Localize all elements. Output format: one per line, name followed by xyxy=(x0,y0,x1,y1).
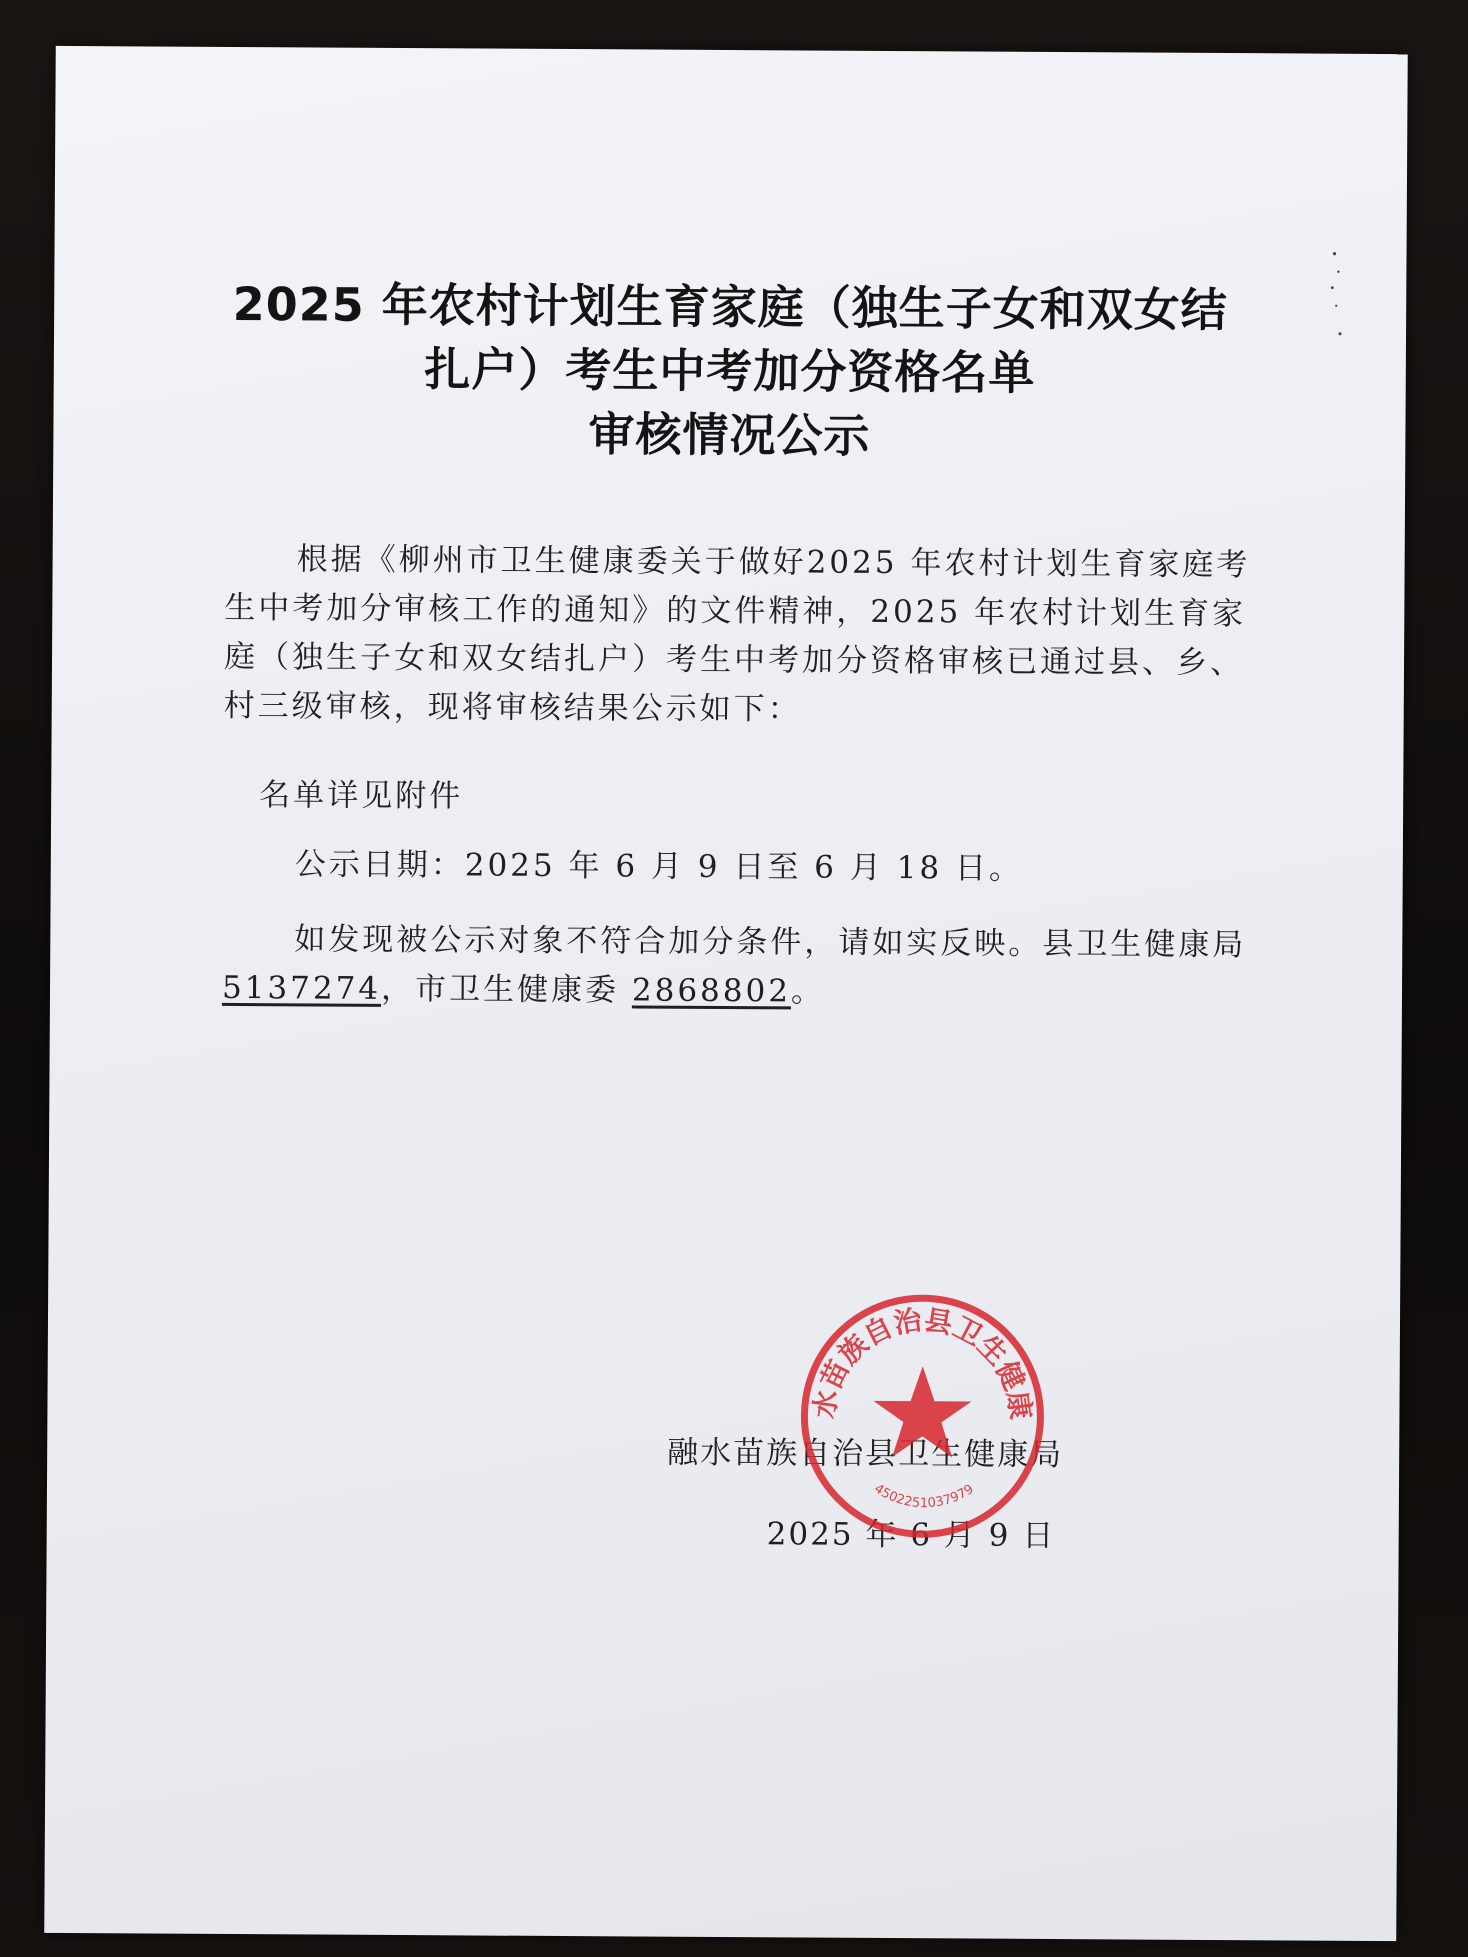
contact-paragraph xyxy=(222,915,1253,1019)
title-line-3: 审核情况公示 xyxy=(588,407,871,463)
contact-suffix: 。 xyxy=(790,973,826,1010)
publicity-dates: 公示日期：2025 年 6 月 9 日至 6 月 18 日。 xyxy=(294,846,1024,887)
contact-prefix: 如发现被公示对象不符合加分条件，请如实反映。县卫生健康局 xyxy=(294,921,1247,964)
signer-org: 融水苗族自治县卫生健康局 xyxy=(667,1434,1064,1474)
attachment-note: 名单详见附件 xyxy=(259,777,464,815)
document-page xyxy=(44,46,1408,1941)
official-seal-stamp xyxy=(797,1290,1049,1542)
seal-code: 4502251037979 xyxy=(871,1481,977,1512)
svg-text:4502251037979 xyxy=(871,1481,977,1511)
county-phone: 5137274 xyxy=(221,969,382,1007)
title-line-1: 2025 年农村计划生育家庭（独生子女和双女结 xyxy=(232,276,1228,338)
seal-arc-text: 融水苗族自治县卫生健康局 xyxy=(807,1303,1038,1422)
intro-paragraph: 根据《柳州市卫生健康委关于做好2025 年农村计划生育家庭考生中考加分审核工作的通知》的文件精神，2025 年农村计划生育家庭（独生子女和双女结扎户）考生中考加分资格审核已通过县、乡、村三级审核，现将审核结果公示如下： xyxy=(223,541,1251,728)
notice-body xyxy=(222,535,1255,1019)
city-phone: 2868802 xyxy=(631,972,792,1010)
contact-mid: ，市卫生健康委 xyxy=(380,970,633,1009)
notice-title xyxy=(53,271,1406,471)
title-line-2: 扎户）考生中考加分资格名单 xyxy=(424,342,1036,400)
signer-date: 2025 年 6 月 9 日 xyxy=(766,1516,1056,1555)
